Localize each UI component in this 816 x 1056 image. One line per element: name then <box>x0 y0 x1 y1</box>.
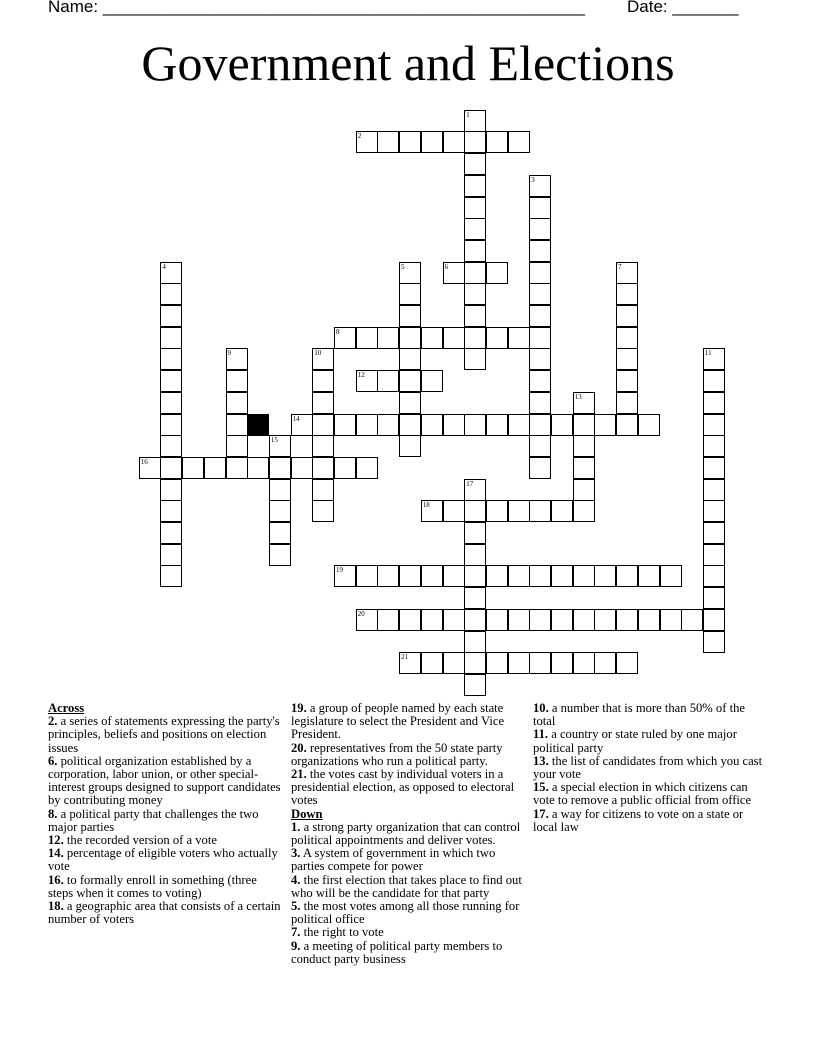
grid-cell[interactable] <box>356 609 378 631</box>
grid-cell[interactable] <box>421 131 443 153</box>
clue-across <box>48 755 283 808</box>
clue-number: 9 <box>227 349 231 358</box>
clue-text: a series of statements expressing the party's principles, beliefs and positions on election issues <box>48 714 280 755</box>
grid-cell[interactable] <box>377 327 399 349</box>
clue-text: a group of people named by each state legislature to select the President and Vice President. <box>291 701 505 742</box>
grid-cell[interactable] <box>551 500 573 522</box>
grid-cell[interactable] <box>616 262 638 284</box>
grid-cell[interactable] <box>703 348 725 370</box>
grid-cell[interactable] <box>529 457 551 479</box>
grid-cell[interactable] <box>703 631 725 653</box>
grid-cell[interactable] <box>464 262 486 284</box>
grid-cell[interactable] <box>226 414 248 436</box>
grid-cell[interactable] <box>226 457 248 479</box>
grid-cell[interactable] <box>160 457 182 479</box>
grid-cell[interactable] <box>247 457 269 479</box>
clue-down <box>291 874 526 900</box>
clue-number-label: 4. <box>291 872 301 887</box>
grid-cell[interactable] <box>226 392 248 414</box>
grid-cell[interactable] <box>443 652 465 674</box>
grid-cell[interactable] <box>594 609 616 631</box>
clue-number-label: 11. <box>533 727 549 742</box>
grid-cell[interactable] <box>616 392 638 414</box>
grid-cell[interactable] <box>464 565 486 587</box>
grid-cell[interactable] <box>399 131 421 153</box>
clue-down <box>533 808 768 834</box>
clue-text: a strong party organization that can control political appointments and deliver votes. <box>291 819 521 848</box>
grid-cell[interactable] <box>529 609 551 631</box>
grid-cell[interactable] <box>508 500 530 522</box>
grid-cell[interactable] <box>551 652 573 674</box>
grid-cell[interactable] <box>312 457 334 479</box>
clue-text: the first election that takes place to find out who will be the candidate for that party <box>291 872 522 900</box>
grid-cell[interactable] <box>573 392 595 414</box>
grid-cell[interactable] <box>334 327 356 349</box>
grid-cell[interactable] <box>551 414 573 436</box>
grid-cell[interactable] <box>160 370 182 392</box>
grid-cell[interactable] <box>529 652 551 674</box>
grid-cell[interactable] <box>486 414 508 436</box>
grid-cell[interactable] <box>464 218 486 240</box>
clue-number: 6 <box>444 262 448 271</box>
clue-number: 19 <box>336 566 343 575</box>
grid-cell[interactable] <box>508 652 530 674</box>
clue-number: 16 <box>140 457 148 466</box>
grid-cell[interactable] <box>269 500 291 522</box>
grid-cell[interactable] <box>508 414 530 436</box>
clue-down <box>533 702 768 728</box>
clue-text: a way for citizens to vote on a state or local law <box>533 806 744 834</box>
clue-text: a meeting of political party members to conduct party business <box>291 938 503 966</box>
clue-text: percentage of eligible voters who actually vote <box>48 846 278 874</box>
grid-cell[interactable] <box>703 457 725 479</box>
grid-cell[interactable] <box>160 348 182 370</box>
clue-number: 12 <box>357 371 365 380</box>
grid-cell[interactable] <box>421 565 443 587</box>
grid-cell[interactable] <box>377 565 399 587</box>
grid-cell[interactable] <box>464 522 486 544</box>
grid-cell[interactable] <box>486 565 508 587</box>
clue-number: 10 <box>314 349 322 358</box>
grid-cell[interactable] <box>703 435 725 457</box>
clue-number-label: 13. <box>533 753 549 768</box>
grid-cell[interactable] <box>356 565 378 587</box>
grid-cell[interactable] <box>508 565 530 587</box>
clue-down <box>533 728 768 754</box>
grid-cell[interactable] <box>529 175 551 197</box>
grid-cell[interactable] <box>269 457 291 479</box>
grid-cell[interactable] <box>443 414 465 436</box>
grid-cell[interactable] <box>529 414 551 436</box>
clue-number-label: 8. <box>48 806 58 821</box>
grid-cell[interactable] <box>573 479 595 501</box>
grid-cell[interactable] <box>160 544 182 566</box>
clue-number-label: 10. <box>533 701 549 715</box>
clue-across <box>291 768 526 808</box>
grid-cell[interactable] <box>573 414 595 436</box>
grid-cell[interactable] <box>399 370 421 392</box>
grid-cell[interactable] <box>334 565 356 587</box>
grid-cell[interactable] <box>508 327 530 349</box>
grid-cell[interactable] <box>486 262 508 284</box>
clue-across <box>48 847 283 873</box>
clue-text: a number that is more than 50% of the total <box>533 701 745 729</box>
grid-cell[interactable] <box>399 652 421 674</box>
grid-cell[interactable] <box>464 674 486 696</box>
grid-cell[interactable] <box>703 565 725 587</box>
grid-cell[interactable] <box>551 565 573 587</box>
grid-cell[interactable] <box>616 370 638 392</box>
grid-cell[interactable] <box>638 414 660 436</box>
grid-cell[interactable] <box>703 414 725 436</box>
clue-across <box>48 874 283 900</box>
grid-cell[interactable] <box>703 370 725 392</box>
clue-down <box>291 900 526 926</box>
clue-number-label: 18. <box>48 899 64 914</box>
clue-number: 7 <box>618 262 622 271</box>
grid-cell[interactable] <box>269 479 291 501</box>
grid-cell[interactable] <box>529 262 551 284</box>
clue-across <box>48 715 283 755</box>
grid-cell[interactable] <box>529 348 551 370</box>
grid-cell[interactable] <box>160 262 182 284</box>
grid-cell[interactable] <box>508 131 530 153</box>
clue-text: A system of government in which two parties compete for power <box>291 846 496 874</box>
clue-down <box>291 940 526 966</box>
clue-number: 14 <box>292 414 300 423</box>
grid-cell[interactable] <box>529 240 551 262</box>
grid-cell[interactable] <box>464 197 486 219</box>
clue-number-label: 5. <box>291 899 301 914</box>
clue-number-label: 1. <box>291 819 301 834</box>
grid-cell[interactable] <box>594 414 616 436</box>
grid-cell[interactable] <box>160 283 182 305</box>
grid-cell[interactable] <box>356 457 378 479</box>
clue-number: 5 <box>401 262 405 271</box>
grid-cell[interactable] <box>291 457 313 479</box>
grid-cell[interactable] <box>464 240 486 262</box>
clue-number: 4 <box>162 262 166 271</box>
grid-cell[interactable] <box>486 327 508 349</box>
clue-number-label: 6. <box>48 753 58 768</box>
grid-cell[interactable] <box>486 652 508 674</box>
grid-cell[interactable] <box>421 500 443 522</box>
clue-number-label: 2. <box>48 714 58 729</box>
clue-text: the right to vote <box>300 925 384 940</box>
grid-cell[interactable] <box>204 457 226 479</box>
grid-cell[interactable] <box>312 435 334 457</box>
down-heading: Down <box>291 806 323 821</box>
grid-cell[interactable] <box>573 652 595 674</box>
grid-cell[interactable] <box>356 370 378 392</box>
grid-cell[interactable] <box>269 544 291 566</box>
grid-cell[interactable] <box>312 392 334 414</box>
grid-cell[interactable] <box>421 652 443 674</box>
grid-cell[interactable] <box>139 457 161 479</box>
grid-cell[interactable] <box>399 435 421 457</box>
clue-number-label: 9. <box>291 938 301 953</box>
clue-number-label: 21. <box>291 767 307 782</box>
grid-cell[interactable] <box>377 370 399 392</box>
grid-cell[interactable] <box>616 414 638 436</box>
grid-cell[interactable] <box>703 544 725 566</box>
grid-cell[interactable] <box>443 565 465 587</box>
clue-number-label: 19. <box>291 701 307 715</box>
grid-cell[interactable] <box>312 414 334 436</box>
grid-cell[interactable] <box>334 457 356 479</box>
clue-number-label: 16. <box>48 872 64 887</box>
grid-cell[interactable] <box>703 500 725 522</box>
grid-cell[interactable] <box>464 479 486 501</box>
grid-cell[interactable] <box>660 565 682 587</box>
grid-cell[interactable] <box>312 479 334 501</box>
clue-number: 15 <box>270 436 278 445</box>
grid-cell[interactable] <box>464 544 486 566</box>
grid-cell[interactable] <box>529 392 551 414</box>
grid-cell[interactable] <box>464 153 486 175</box>
grid-cell[interactable] <box>399 348 421 370</box>
grid-cell[interactable] <box>443 609 465 631</box>
clue-across <box>48 900 283 926</box>
clue-column-1 <box>48 702 283 926</box>
clue-text: a geographic area that consists of a certain number of voters <box>48 899 281 927</box>
grid-cell[interactable] <box>160 327 182 349</box>
grid-cell[interactable] <box>508 609 530 631</box>
grid-cell[interactable] <box>443 262 465 284</box>
clue-text: political organization established by a corporation, labor union, or other special-interest groups designed to support candidates by contributing money <box>48 753 281 808</box>
grid-cell[interactable] <box>529 435 551 457</box>
grid-cell[interactable] <box>399 609 421 631</box>
clue-text: to formally enroll in something (three steps when it comes to voting) <box>48 872 257 900</box>
grid-cell[interactable] <box>464 348 486 370</box>
grid-cell[interactable] <box>421 609 443 631</box>
grid-cell[interactable] <box>334 414 356 436</box>
grid-cell[interactable] <box>464 414 486 436</box>
grid-cell[interactable] <box>616 565 638 587</box>
grid-cell[interactable] <box>160 305 182 327</box>
clue-across <box>291 702 526 742</box>
grid-cell[interactable] <box>529 305 551 327</box>
grid-cell[interactable] <box>160 392 182 414</box>
clue-number: 11 <box>704 349 712 358</box>
page-title: Government and Elections <box>141 35 675 91</box>
grid-cell[interactable] <box>226 370 248 392</box>
clue-across <box>48 808 283 834</box>
grid-cell[interactable] <box>529 370 551 392</box>
grid-cell[interactable] <box>464 327 486 349</box>
clue-number-label: 14. <box>48 846 64 861</box>
clue-down <box>291 847 526 873</box>
grid-cell[interactable] <box>529 565 551 587</box>
clue-text: a country or state ruled by one major political party <box>533 727 737 755</box>
grid-cell[interactable] <box>486 609 508 631</box>
clue-column-2 <box>291 702 526 966</box>
grid-cell[interactable] <box>573 565 595 587</box>
grid-cell[interactable] <box>160 479 182 501</box>
clue-number: 17 <box>466 479 474 488</box>
grid-cell[interactable] <box>638 609 660 631</box>
grid-cell[interactable] <box>529 197 551 219</box>
clue-number-label: 7. <box>291 925 301 940</box>
grid-cell[interactable] <box>594 652 616 674</box>
grid-cell[interactable] <box>573 609 595 631</box>
grid-cell[interactable] <box>226 435 248 457</box>
clue-number: 20 <box>357 609 365 618</box>
clue-number: 1 <box>466 110 470 119</box>
grid-cell[interactable] <box>703 609 725 631</box>
grid-cell[interactable] <box>464 587 486 609</box>
grid-cell[interactable] <box>594 565 616 587</box>
grid-cell[interactable] <box>638 565 660 587</box>
clue-down <box>291 821 526 847</box>
grid-cell[interactable] <box>291 414 313 436</box>
black-cell <box>247 414 269 436</box>
grid-cell[interactable] <box>443 327 465 349</box>
grid-cell[interactable] <box>464 110 486 132</box>
grid-cell[interactable] <box>464 500 486 522</box>
clue-text: the most votes among all those running for political office <box>291 899 520 927</box>
clue-number-label: 15. <box>533 780 549 795</box>
clue-number: 8 <box>336 327 340 336</box>
grid-cell[interactable] <box>160 414 182 436</box>
grid-cell[interactable] <box>616 652 638 674</box>
clue-across <box>291 742 526 768</box>
grid-cell[interactable] <box>464 652 486 674</box>
grid-cell[interactable] <box>529 218 551 240</box>
grid-cell[interactable] <box>660 609 682 631</box>
grid-cell[interactable] <box>464 631 486 653</box>
grid-cell[interactable] <box>529 500 551 522</box>
grid-cell[interactable] <box>399 262 421 284</box>
grid-cell[interactable] <box>703 522 725 544</box>
grid-cell[interactable] <box>269 522 291 544</box>
grid-cell[interactable] <box>160 522 182 544</box>
grid-cell[interactable] <box>616 609 638 631</box>
grid-cell[interactable] <box>443 500 465 522</box>
grid-cell[interactable] <box>529 283 551 305</box>
grid-cell[interactable] <box>399 327 421 349</box>
clue-text: representatives from the 50 state party organizations who run a political party. <box>291 740 503 768</box>
grid-cell[interactable] <box>616 348 638 370</box>
clue-text: a special election in which citizens can vote to remove a public official from office <box>533 780 752 808</box>
clue-down <box>533 755 768 781</box>
clue-number-label: 3. <box>291 846 301 861</box>
grid-cell[interactable] <box>421 414 443 436</box>
name-field[interactable]: Name: ___________________________________________________ <box>48 0 585 16</box>
grid-cell[interactable] <box>464 175 486 197</box>
grid-cell[interactable] <box>356 327 378 349</box>
grid-cell[interactable] <box>443 131 465 153</box>
grid-cell[interactable] <box>399 392 421 414</box>
grid-cell[interactable] <box>486 131 508 153</box>
across-heading: Across <box>48 701 85 715</box>
grid-cell[interactable] <box>356 414 378 436</box>
grid-cell[interactable] <box>377 131 399 153</box>
clue-text: a political party that challenges the two major parties <box>48 806 259 834</box>
grid-cell[interactable] <box>269 435 291 457</box>
clue-number: 18 <box>422 501 430 510</box>
grid-cell[interactable] <box>703 587 725 609</box>
grid-cell[interactable] <box>312 370 334 392</box>
grid-cell[interactable] <box>703 392 725 414</box>
grid-cell[interactable] <box>421 327 443 349</box>
clue-text: the votes cast by individual voters in a presidential election, as opposed to electoral votes <box>291 767 515 808</box>
grid-cell[interactable] <box>573 457 595 479</box>
grid-cell[interactable] <box>377 609 399 631</box>
grid-cell[interactable] <box>356 131 378 153</box>
grid-cell[interactable] <box>399 414 421 436</box>
grid-cell[interactable] <box>464 131 486 153</box>
clue-number-label: 17. <box>533 806 549 821</box>
grid-cell[interactable] <box>681 609 703 631</box>
grid-cell[interactable] <box>573 435 595 457</box>
grid-cell[interactable] <box>529 327 551 349</box>
date-field[interactable]: Date: _______ <box>627 0 739 16</box>
clue-number-label: 20. <box>291 740 307 755</box>
grid-cell[interactable] <box>399 565 421 587</box>
clue-text: the list of candidates from which you cast your vote <box>533 753 763 782</box>
grid-cell[interactable] <box>160 500 182 522</box>
grid-cell[interactable] <box>464 283 486 305</box>
grid-cell[interactable] <box>464 609 486 631</box>
clue-number: 3 <box>531 175 535 184</box>
clue-number: 13 <box>574 392 582 401</box>
grid-cell[interactable] <box>399 305 421 327</box>
clue-number: 21 <box>401 653 409 662</box>
grid-cell[interactable] <box>312 500 334 522</box>
grid-cell[interactable] <box>226 348 248 370</box>
grid-cell[interactable] <box>160 565 182 587</box>
grid-cell[interactable] <box>616 283 638 305</box>
grid-cell[interactable] <box>616 305 638 327</box>
clue-number-label: 12. <box>48 833 64 848</box>
grid-cell[interactable] <box>421 370 443 392</box>
clue-down <box>533 781 768 807</box>
grid-cell[interactable] <box>182 457 204 479</box>
grid-cell[interactable] <box>551 609 573 631</box>
clue-number: 2 <box>357 132 362 141</box>
grid-cell[interactable] <box>377 414 399 436</box>
grid-cell[interactable] <box>160 435 182 457</box>
clue-column-3 <box>533 702 768 834</box>
clue-text: the recorded version of a vote <box>63 833 217 848</box>
grid-cell[interactable] <box>486 500 508 522</box>
grid-cell[interactable] <box>399 283 421 305</box>
grid-cell[interactable] <box>464 305 486 327</box>
grid-cell[interactable] <box>703 479 725 501</box>
grid-cell[interactable] <box>312 348 334 370</box>
grid-cell[interactable] <box>573 500 595 522</box>
grid-cell[interactable] <box>616 327 638 349</box>
